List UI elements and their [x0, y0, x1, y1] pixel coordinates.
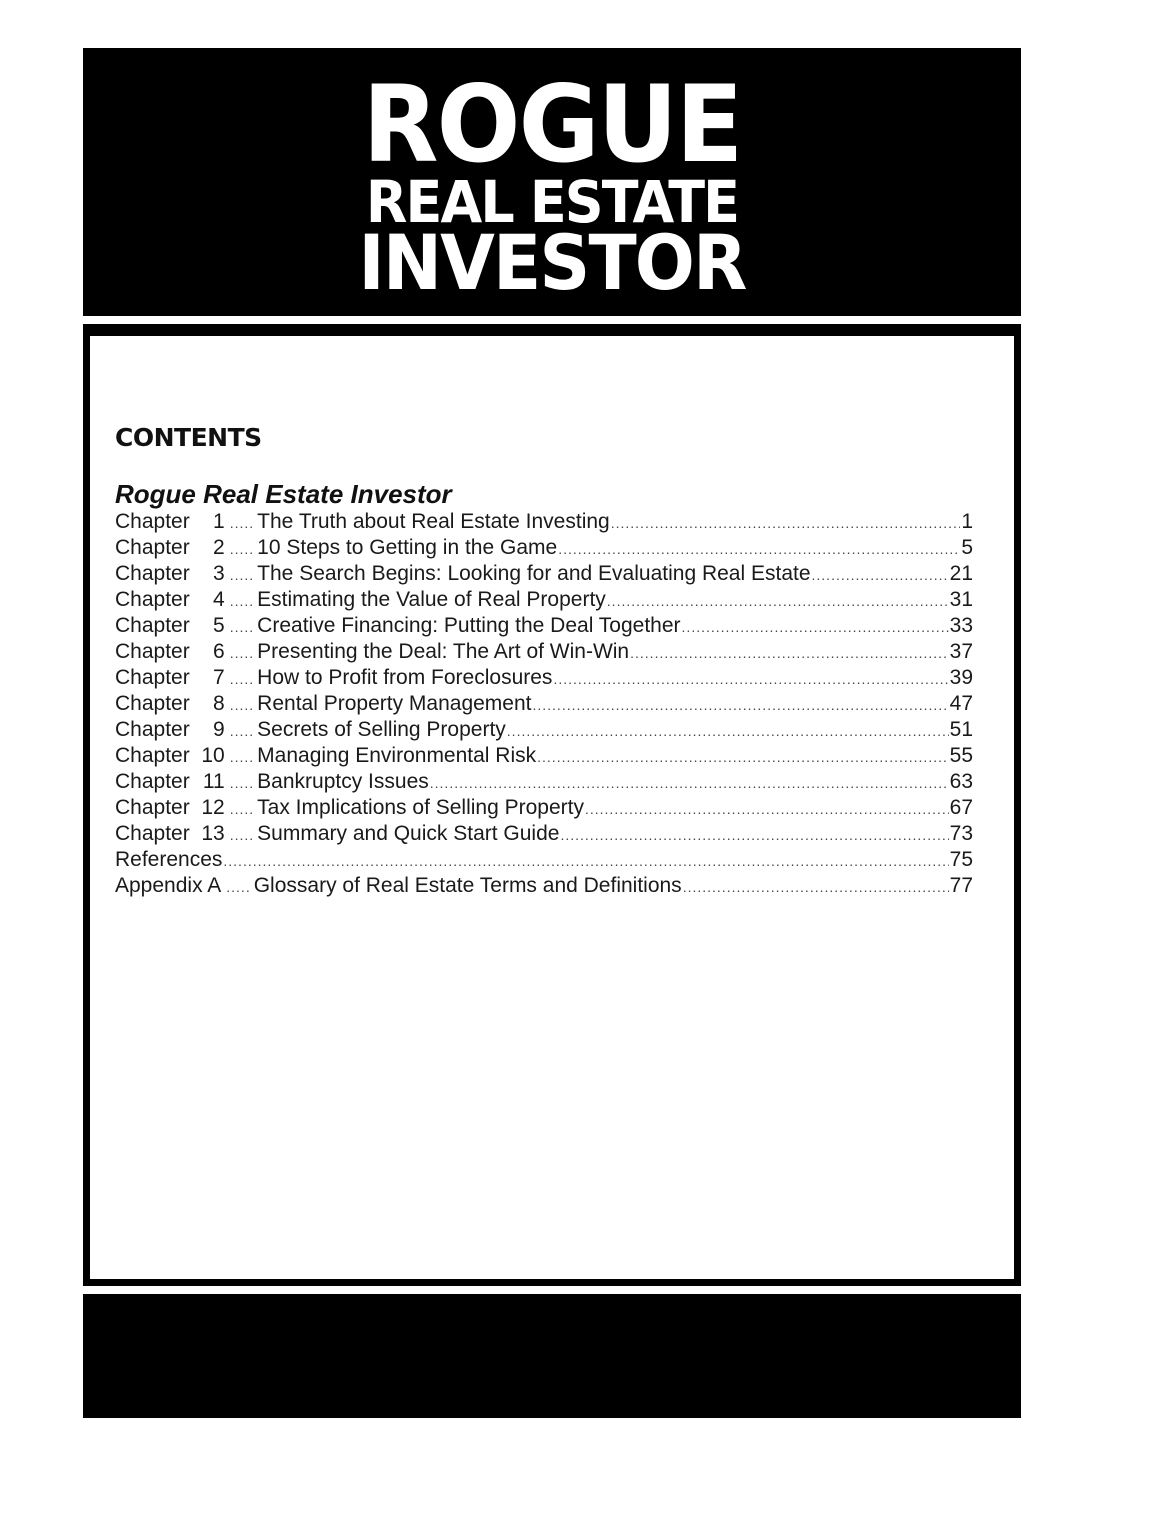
toc-entry-page: 39: [949, 666, 973, 689]
toc-entry-title: The Truth about Real Estate Investing: [257, 510, 610, 533]
toc-entry-title: Tax Implications of Selling Property: [257, 796, 584, 819]
toc-entry-label: Chapter: [115, 614, 190, 637]
toc-entry-leader: .....: [229, 801, 255, 817]
toc-entry-label: Chapter: [115, 770, 190, 793]
book-cover-title: [83, 63, 1021, 307]
toc-entry-label: Chapter: [115, 588, 190, 611]
toc-entry-dot-leader: [507, 718, 949, 744]
toc-entry-number: 4: [213, 588, 225, 611]
toc-entry-number: 5: [213, 614, 225, 637]
toc-entry: [115, 769, 973, 795]
toc-entry-title: How to Profit from Foreclosures: [257, 666, 553, 689]
toc-entry-page: 47: [949, 692, 973, 715]
toc-entry-label: Chapter: [115, 666, 190, 689]
toc-entry-title: Secrets of Selling Property: [257, 718, 506, 741]
toc-entry-dot-leader: [430, 770, 949, 796]
toc-entry-number: 9: [213, 718, 225, 741]
toc-entry-number: 7: [213, 666, 225, 689]
toc-entry-title: The Search Begins: Looking for and Evaluating Real Estate: [257, 562, 811, 585]
toc-entry-page: 5: [961, 536, 973, 559]
toc-entry-page: 1: [961, 510, 973, 533]
title-line-real-estate: REAL ESTATE: [365, 168, 739, 236]
toc-entry-page: 21: [949, 562, 973, 585]
toc-entry-number: 8: [213, 692, 225, 715]
toc-entry: [115, 717, 973, 743]
toc-entry-number: 10: [201, 744, 225, 767]
toc-entry-leader: .....: [229, 515, 255, 531]
toc-entry: [115, 639, 973, 665]
toc-entry-dot-leader: [537, 744, 949, 770]
toc-entry-label: References: [115, 848, 223, 871]
toc-entry: [115, 587, 973, 613]
toc-entry-page: 67: [949, 796, 973, 819]
toc-entry: [115, 873, 973, 899]
toc-entry-dot-leader: [683, 874, 949, 900]
toc-entry-number: 12: [201, 796, 225, 819]
toc-entry-leader: .....: [229, 645, 255, 661]
table-of-contents: [115, 509, 973, 899]
toc-entry-dot-leader: [585, 796, 949, 822]
toc-entry-label: Chapter: [115, 692, 190, 715]
toc-entry: [115, 665, 973, 691]
toc-entry: [115, 795, 973, 821]
toc-entry-title: Presenting the Deal: The Art of Win-Win: [257, 640, 630, 663]
toc-entry-dot-leader: [223, 848, 948, 874]
toc-entry-page: 51: [949, 718, 973, 741]
toc-entry-number: 13: [201, 822, 225, 845]
toc-entry-label: Chapter: [115, 796, 190, 819]
toc-entry-leader: .....: [229, 593, 255, 609]
toc-entry-dot-leader: [560, 822, 948, 848]
toc-entry-page: 73: [949, 822, 973, 845]
toc-entry: [115, 821, 973, 847]
toc-entry-label: Chapter: [115, 562, 190, 585]
toc-entry: [115, 509, 973, 535]
toc-entry-dot-leader: [558, 536, 960, 562]
toc-entry-dot-leader: [611, 510, 961, 536]
toc-entry-label: Chapter: [115, 536, 190, 559]
toc-entry-page: 77: [949, 874, 973, 897]
toc-entry-number: 3: [213, 562, 225, 585]
toc-entry-page: 55: [949, 744, 973, 767]
toc-entry-number: 11: [202, 770, 225, 793]
toc-entry-leader: .....: [229, 827, 255, 843]
toc-entry-leader: .....: [229, 671, 255, 687]
toc-entry-leader: .....: [229, 749, 255, 765]
toc-entry-dot-leader: [607, 588, 949, 614]
toc-entry-dot-leader: [630, 640, 949, 666]
header-band: [83, 48, 1021, 316]
toc-entry: [115, 613, 973, 639]
contents-frame: [83, 324, 1021, 1286]
toc-entry-title: Glossary of Real Estate Terms and Definitions: [253, 874, 682, 897]
toc-entry-dot-leader: [682, 614, 949, 640]
toc-entry-page: 63: [949, 770, 973, 793]
toc-entry-title: Creative Financing: Putting the Deal Together: [257, 614, 681, 637]
toc-entry-label: Chapter: [115, 822, 190, 845]
title-line-rogue: ROGUE: [362, 63, 742, 186]
toc-entry-leader: .....: [229, 723, 255, 739]
toc-entry-leader: .....: [229, 697, 255, 713]
toc-entry-title: Bankruptcy Issues: [257, 770, 429, 793]
toc-entry-leader: .....: [229, 541, 255, 557]
toc-entry-leader: .....: [229, 619, 255, 635]
toc-entry-label: Chapter: [115, 744, 190, 767]
toc-entry-leader: .....: [229, 567, 255, 583]
toc-entry-dot-leader: [812, 562, 949, 588]
toc-entry: [115, 847, 973, 873]
toc-entry-page: 33: [949, 614, 973, 637]
toc-entry-leader: .....: [229, 775, 255, 791]
title-line-investor: INVESTOR: [358, 218, 746, 307]
toc-entry-title: Summary and Quick Start Guide: [257, 822, 560, 845]
toc-entry-dot-leader: [532, 692, 948, 718]
toc-entry-leader: .....: [226, 879, 251, 895]
toc-entry-title: Estimating the Value of Real Property: [257, 588, 606, 611]
toc-entry-number: 2: [213, 536, 225, 559]
toc-entry-label: Chapter: [115, 718, 190, 741]
toc-entry: [115, 535, 973, 561]
toc-entry-label: Chapter: [115, 640, 190, 663]
toc-entry: [115, 561, 973, 587]
footer-band: [83, 1294, 1021, 1418]
toc-entry-number: 1: [213, 510, 225, 533]
toc-entry-dot-leader: [553, 666, 948, 692]
toc-entry-page: 37: [949, 640, 973, 663]
toc-entry-title: Rental Property Management: [257, 692, 532, 715]
toc-entry: [115, 691, 973, 717]
toc-entry-page: 31: [949, 588, 973, 611]
toc-entry-number: 6: [213, 640, 225, 663]
toc-entry-title: Managing Environmental Risk: [257, 744, 537, 767]
contents-heading: CONTENTS: [115, 423, 262, 452]
toc-entry-page: 75: [949, 848, 973, 871]
book-title: Rogue Real Estate Investor: [115, 479, 452, 509]
toc-entry: [115, 743, 973, 769]
toc-entry-title: 10 Steps to Getting in the Game: [257, 536, 558, 559]
toc-entry-label: Appendix A: [115, 874, 222, 897]
toc-entry-label: Chapter: [115, 510, 190, 533]
